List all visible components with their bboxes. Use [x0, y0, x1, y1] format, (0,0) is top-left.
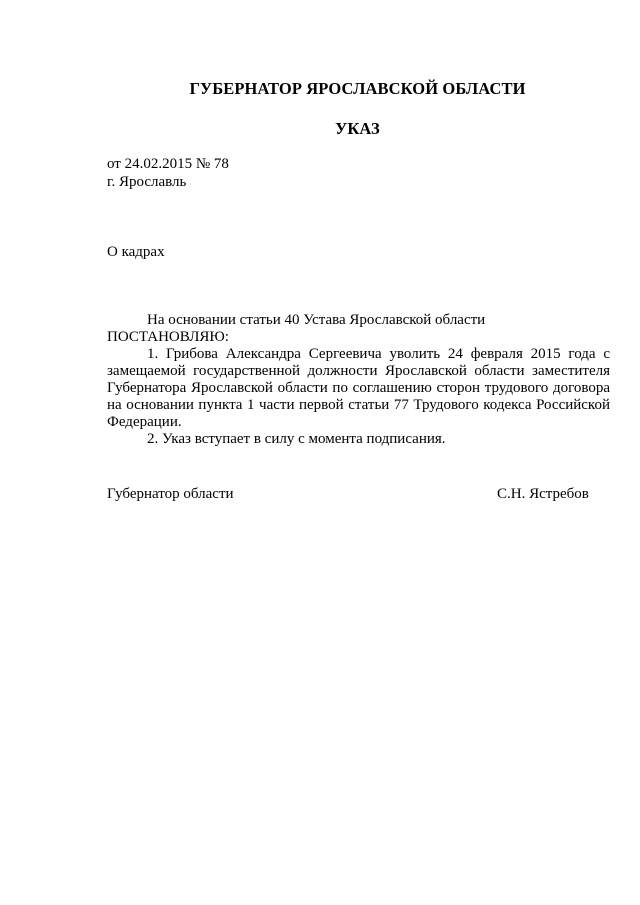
decree-item-2: 2. Указ вступает в силу с момента подписания. [147, 431, 446, 447]
document-type-heading: УКАЗ [335, 119, 380, 138]
decree-item-1: 1. Грибова Александра Сергеевича уволить 24 февраля 2015 года с замещаемой государственной должности Ярославской области заместителя Губернатора Ярославской области по соглашению сторон трудового договора на основании пункта 1 части первой статьи 77 Трудового кодекса Российской Федерации. [107, 346, 610, 430]
basis-paragraph: На основании статьи 40 Устава Ярославской области [147, 312, 486, 328]
authority-heading: ГУБЕРНАТОР ЯРОСЛАВСКОЙ ОБЛАСТИ [189, 79, 526, 98]
subject-line: О кадрах [107, 244, 165, 260]
signature-role: Губернатор области [107, 486, 234, 502]
decree-body [107, 346, 610, 448]
date-number-line: от 24.02.2015 № 78 [107, 156, 229, 172]
signature-name: С.Н. Ястребов [497, 486, 589, 502]
city-line: г. Ярославль [107, 174, 187, 190]
resolve-line: ПОСТАНОВЛЯЮ: [107, 329, 229, 345]
